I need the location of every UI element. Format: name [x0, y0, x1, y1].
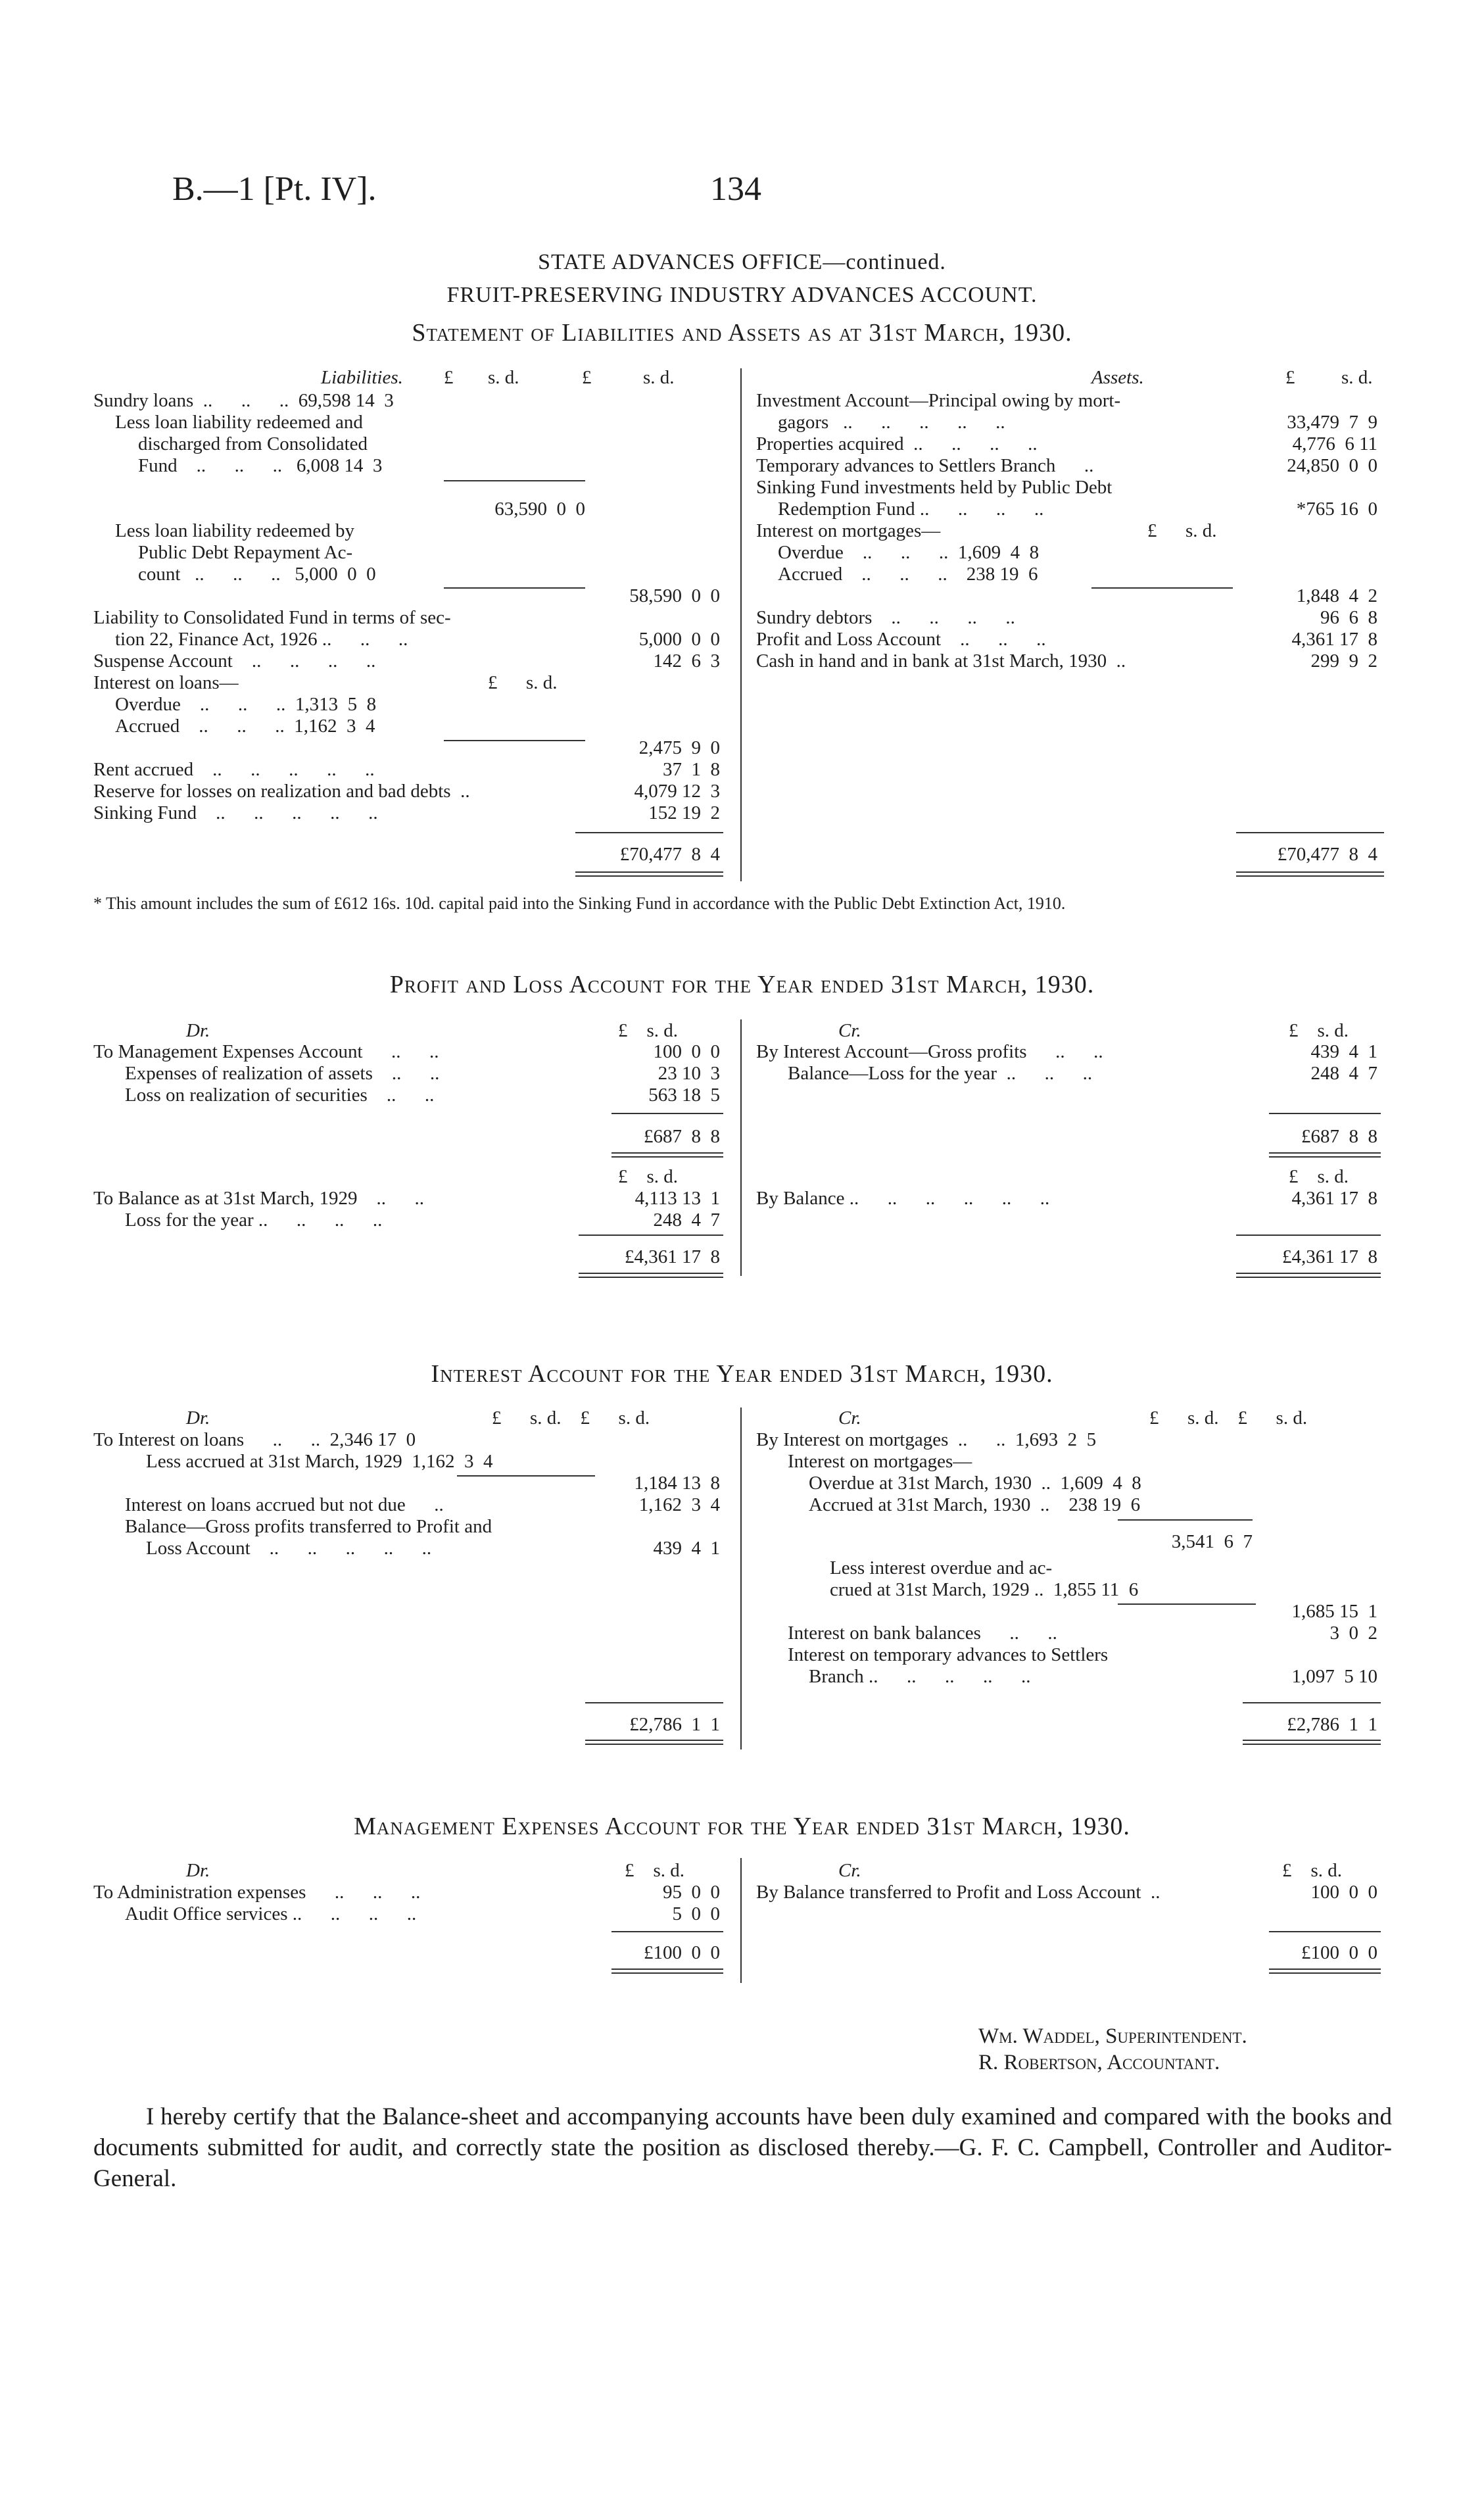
debit-total: £687 8 8: [644, 1126, 720, 1147]
liability-line: Reserve for losses on realization and bad debts ..: [93, 781, 470, 802]
liability-line: Liability to Consolidated Fund in terms of sec-: [93, 607, 451, 628]
asset-amount: 299 9 2: [1310, 650, 1377, 672]
liability-line: Fund .. .. .. 6,008 14 3: [138, 455, 383, 476]
sd-header: s. d.: [488, 367, 519, 388]
asset-line: Interest on mortgages—: [756, 520, 941, 541]
liability-line: Accrued .. .. .. 1,162 3 4: [115, 716, 375, 737]
asset-amount: 4,776 6 11: [1292, 433, 1377, 454]
debit-amount: 95 0 0: [663, 1882, 720, 1903]
cr-label: Cr.: [838, 1407, 861, 1429]
credit-line: By Interest Account—Gross profits .. ..: [756, 1041, 1103, 1062]
asset-amount: *765 16 0: [1296, 499, 1377, 520]
account-title: FRUIT-PRESERVING INDUSTRY ADVANCES ACCOUNT.: [446, 283, 1038, 307]
section-title: Profit and Loss Account for the Year ended 31st March, 1930.: [389, 971, 1095, 998]
credit-total: £2,786 1 1: [1287, 1714, 1377, 1735]
credit-line: Interest on bank balances .. ..: [788, 1623, 1057, 1644]
office-title: STATE ADVANCES OFFICE—continued.: [538, 250, 946, 274]
debit-line: Loss Account .. .. .. .. ..: [146, 1538, 432, 1559]
liability-subtotal: 63,590 0 0: [494, 499, 585, 520]
sub-header: £ s. d.: [1147, 520, 1217, 541]
asset-line: gagors .. .. .. .. ..: [778, 412, 1005, 433]
asset-amount: 4,361 17 8: [1291, 629, 1377, 650]
credit-amount: 3 0 2: [1329, 1623, 1377, 1644]
credit-line: Less interest overdue and ac-: [830, 1557, 1053, 1578]
debit-amount: 4,113 13 1: [634, 1188, 720, 1209]
credit-line: Balance—Loss for the year .. .. ..: [788, 1063, 1093, 1084]
liability-line: Interest on loans—: [93, 672, 239, 693]
debit-line: Loss for the year .. .. .. ..: [125, 1210, 383, 1231]
debit-line: Expenses of realization of assets .. ..: [125, 1063, 440, 1084]
debit-line: To Management Expenses Account .. ..: [93, 1041, 439, 1062]
asset-line: Sinking Fund investments held by Public Debt: [756, 477, 1113, 498]
document-reference: B.—1 [Pt. IV].: [172, 170, 377, 208]
asset-amount: 33,479 7 9: [1287, 412, 1377, 433]
credit-line: Overdue at 31st March, 1930 .. 1,609 4 8: [809, 1473, 1141, 1494]
liability-line: Public Debt Repayment Ac-: [138, 542, 353, 563]
sd-header: £ s. d.: [618, 1166, 679, 1187]
credit-total: £687 8 8: [1301, 1126, 1377, 1147]
sd-header: £ s. d.: [625, 1860, 685, 1881]
debit-amount: 1,162 3 4: [638, 1494, 720, 1515]
debit-line: Loss on realization of securities .. ..: [125, 1085, 435, 1106]
liability-amount: 5,000 0 0: [638, 629, 720, 650]
credit-total: £4,361 17 8: [1282, 1246, 1377, 1267]
debit-amount: 248 4 7: [653, 1210, 720, 1231]
liability-amount: 2,475 9 0: [638, 737, 720, 758]
signature-accountant: R. Robertson, Accountant.: [978, 2051, 1220, 2074]
dr-label: Dr.: [186, 1407, 210, 1429]
credit-line: Branch .. .. .. .. ..: [809, 1666, 1031, 1687]
asset-line: Accrued .. .. .. 238 19 6: [778, 564, 1038, 585]
cr-label: Cr.: [838, 1020, 861, 1041]
asset-line: Overdue .. .. .. 1,609 4 8: [778, 542, 1040, 563]
sd-header: s. d.: [643, 367, 675, 388]
statement-title: Statement of Liabilities and Assets as at 31st March, 1930.: [412, 319, 1072, 347]
sd-header: s. d.: [1341, 367, 1373, 388]
liability-amount: 142 6 3: [653, 650, 720, 672]
debit-total: £100 0 0: [644, 1942, 720, 1963]
sd-header: £ s. d.: [1289, 1020, 1349, 1041]
liability-amount: 152 19 2: [648, 802, 720, 823]
pound-header: £: [444, 367, 454, 388]
section-title: Interest Account for the Year ended 31st March, 1930.: [431, 1360, 1053, 1388]
liability-line: Less loan liability redeemed and: [115, 412, 363, 433]
debit-line: Balance—Gross profits transferred to Profit and: [125, 1516, 492, 1537]
liability-line: Sinking Fund .. .. .. .. ..: [93, 802, 378, 823]
credit-line: Interest on temporary advances to Settlers: [788, 1644, 1109, 1665]
asset-line: Properties acquired .. .. .. ..: [756, 433, 1038, 454]
sd-header: £ s. d. £ s. d.: [492, 1407, 650, 1429]
asset-line: Sundry debtors .. .. .. ..: [756, 607, 1015, 628]
debit-amount: 23 10 3: [658, 1063, 720, 1084]
audit-certificate: I hereby certify that the Balance-sheet and accompanying accounts have been duly examined and compared with the books and documents submitted for audit, and correctly state the position as disclosed thereby.—G. F. C. Campbell, Controller and Auditor-General.: [93, 2103, 1392, 2192]
credit-amount: 1,685 15 1: [1291, 1601, 1377, 1622]
debit-line: Audit Office services .. .. .. ..: [125, 1903, 417, 1924]
liabilities-heading: Liabilities.: [321, 367, 403, 388]
liability-line: count .. .. .. 5,000 0 0: [138, 564, 376, 585]
sd-header: £ s. d.: [1289, 1166, 1349, 1187]
sub-header: £ s. d.: [488, 672, 558, 693]
pound-header: £: [1285, 367, 1295, 388]
assets-total: £70,477 8 4: [1277, 844, 1377, 865]
liability-amount: 4,079 12 3: [634, 781, 720, 802]
asset-line: Redemption Fund .. .. .. ..: [778, 499, 1044, 520]
liability-line: Overdue .. .. .. 1,313 5 8: [115, 694, 377, 715]
sd-header: £ s. d.: [1282, 1860, 1343, 1881]
debit-line: Interest on loans accrued but not due ..: [125, 1494, 444, 1515]
debit-total: £2,786 1 1: [629, 1714, 720, 1735]
liability-line: tion 22, Finance Act, 1926 .. .. ..: [115, 629, 408, 650]
liability-line: Sundry loans .. .. .. 69,598 14 3: [93, 390, 394, 411]
liability-amount: 37 1 8: [663, 759, 720, 780]
pound-header: £: [582, 367, 592, 388]
debit-amount: 1,184 13 8: [634, 1473, 720, 1494]
debit-line: To Administration expenses .. .. ..: [93, 1882, 421, 1903]
debit-amount: 5 0 0: [672, 1903, 720, 1924]
page-number: 134: [710, 170, 761, 208]
sd-header: £ s. d. £ s. d.: [1149, 1407, 1308, 1429]
credit-amount: 100 0 0: [1310, 1882, 1377, 1903]
debit-line: Less accrued at 31st March, 1929 1,162 3 4: [146, 1451, 493, 1472]
signature-superintendent: Wm. Waddel, Superintendent.: [978, 2024, 1247, 2048]
asset-line: Temporary advances to Settlers Branch ..: [756, 455, 1094, 476]
column-divider: [740, 368, 742, 881]
credit-subtotal: 3,541 6 7: [1171, 1531, 1253, 1552]
liability-line: Suspense Account .. .. .. ..: [93, 650, 376, 672]
debit-line: To Balance as at 31st March, 1929 .. ..: [93, 1188, 424, 1209]
liability-amount: 58,590 0 0: [629, 585, 720, 606]
liabilities-total: £70,477 8 4: [619, 844, 720, 865]
asset-line: Profit and Loss Account .. .. ..: [756, 629, 1046, 650]
liability-line: discharged from Consolidated: [138, 433, 368, 454]
debit-line: To Interest on loans .. .. 2,346 17 0: [93, 1429, 416, 1450]
debit-amount: 563 18 5: [648, 1085, 720, 1106]
credit-amount: 1,097 5 10: [1291, 1666, 1377, 1687]
credit-line: By Interest on mortgages .. .. 1,693 2 5: [756, 1429, 1097, 1450]
asset-line: Investment Account—Principal owing by mort-: [756, 390, 1121, 411]
credit-line: Accrued at 31st March, 1930 .. 238 19 6: [809, 1494, 1141, 1515]
debit-total: £4,361 17 8: [625, 1246, 720, 1267]
credit-total: £100 0 0: [1301, 1942, 1377, 1963]
asset-amount: 1,848 4 2: [1296, 585, 1377, 606]
credit-line: Interest on mortgages—: [788, 1451, 972, 1472]
credit-amount: 439 4 1: [1310, 1041, 1377, 1062]
credit-amount: 248 4 7: [1310, 1063, 1377, 1084]
cr-label: Cr.: [838, 1860, 861, 1881]
asset-amount: 24,850 0 0: [1287, 455, 1377, 476]
asset-amount: 96 6 8: [1320, 607, 1377, 628]
credit-line: crued at 31st March, 1929 .. 1,855 11 6: [830, 1579, 1139, 1600]
section-title: Management Expenses Account for the Year ended 31st March, 1930.: [354, 1813, 1130, 1840]
liability-line: Less loan liability redeemed by: [115, 520, 355, 541]
sd-header: £ s. d.: [618, 1020, 679, 1041]
debit-amount: 439 4 1: [653, 1538, 720, 1559]
debit-amount: 100 0 0: [653, 1041, 720, 1062]
dr-label: Dr.: [186, 1860, 210, 1881]
credit-amount: 4,361 17 8: [1291, 1188, 1377, 1209]
footnote: * This amount includes the sum of £612 16s. 10d. capital paid into the Sinking Fund in accordance with the Public Debt Extinction Act, 1910.: [93, 894, 1066, 913]
liability-line: Rent accrued .. .. .. .. ..: [93, 759, 375, 780]
dr-label: Dr.: [186, 1020, 210, 1041]
asset-line: Cash in hand and in bank at 31st March, 1930 ..: [756, 650, 1126, 672]
credit-line: By Balance transferred to Profit and Loss Account ..: [756, 1882, 1161, 1903]
assets-heading: Assets.: [1091, 367, 1144, 388]
credit-line: By Balance .. .. .. .. .. ..: [756, 1188, 1050, 1209]
